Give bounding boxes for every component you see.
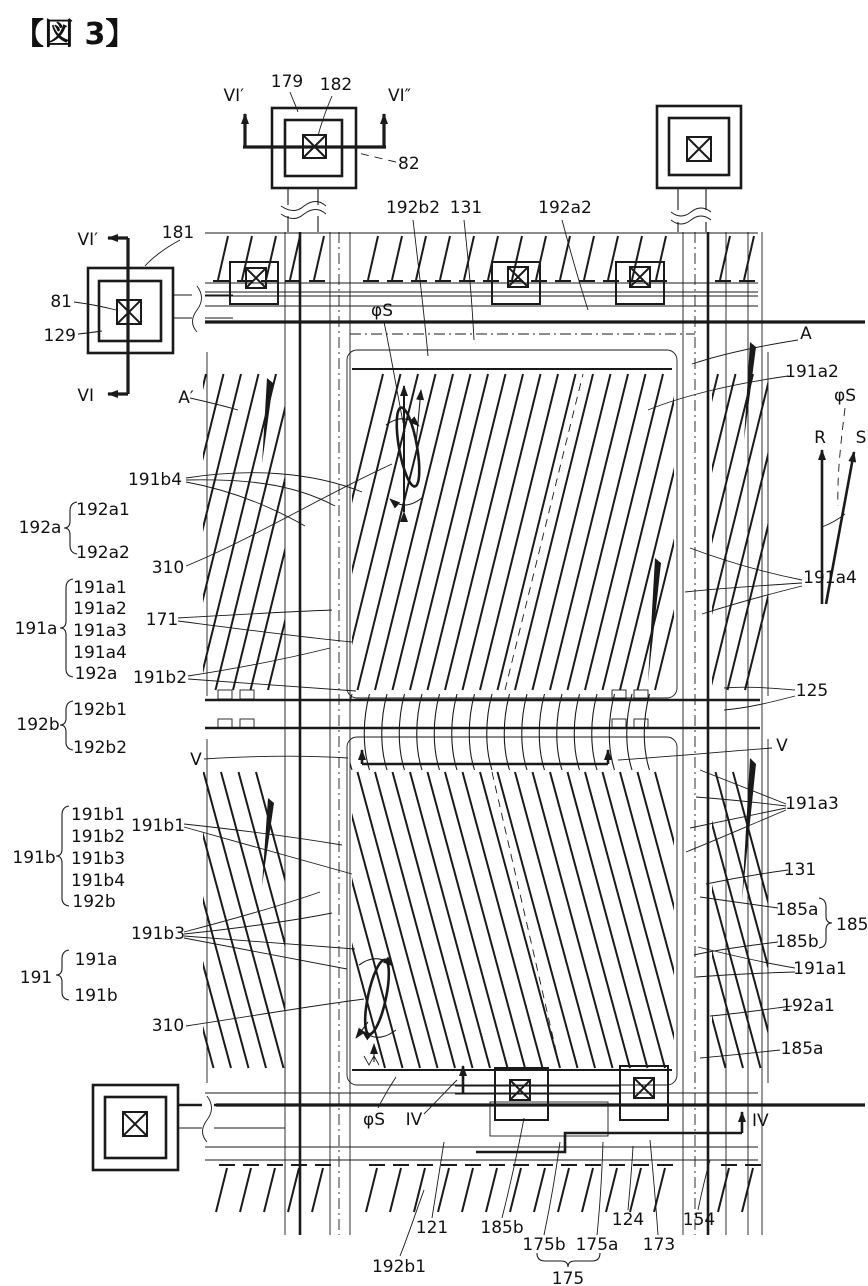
ref-125: 125 <box>795 681 829 701</box>
section-label-vi-double-prime: VI″ <box>388 86 411 106</box>
group-191a-item-1: 191a1 <box>73 578 127 598</box>
ref-191a2: 191a2 <box>785 362 839 382</box>
gate-pad-top-center <box>243 92 396 232</box>
group-191-item-1: 191a <box>74 950 118 970</box>
section-label-vi-prime-left: VI′ <box>77 230 98 250</box>
ref-175b: 175b <box>522 1235 566 1255</box>
ref-191b1: 191b1 <box>130 816 186 836</box>
ref-192a2-top: 192a2 <box>538 198 592 218</box>
group-192a-item-2: 192a2 <box>76 543 130 563</box>
group-191b-item-4: 191b4 <box>70 871 126 891</box>
finger-bend-connectors <box>347 694 650 770</box>
ref-124: 124 <box>611 1210 645 1230</box>
ref-171: 171 <box>145 610 179 630</box>
ref-185b-bottom: 185b <box>480 1218 524 1238</box>
ref-129: 129 <box>43 326 76 346</box>
section-label-a: A <box>800 324 812 344</box>
ref-310-upper: 310 <box>151 558 185 578</box>
section-label-a-prime: A′ <box>178 388 194 408</box>
group-191a: 191a <box>14 619 58 639</box>
section-label-vi-prime-top: VI′ <box>223 86 244 106</box>
ref-185: 185 <box>836 915 868 935</box>
section-label-iv-bottom: IV <box>405 1110 423 1130</box>
gate-pad-top-right <box>657 106 741 232</box>
phi-s-right: φS <box>833 386 857 406</box>
ref-185a: 185a <box>775 900 819 920</box>
section-line-iv <box>424 1066 463 1114</box>
axis-r: R <box>814 428 826 448</box>
group-191b-item-5: 192b <box>72 892 116 912</box>
group-191-item-2: 191b <box>74 986 118 1006</box>
group-192b-item-2: 192b2 <box>72 738 128 758</box>
ref-192a1: 192a1 <box>781 996 835 1016</box>
tft-contacts-bottom <box>455 1066 742 1152</box>
section-label-v-left: V <box>190 750 202 770</box>
ref-191b4: 191b4 <box>127 470 183 490</box>
ref-121: 121 <box>415 1218 449 1238</box>
ref-131-top: 131 <box>449 198 483 218</box>
group-191a-item-3: 191a3 <box>73 621 127 641</box>
group-192a: 192a <box>18 518 62 538</box>
ref-192b2-top: 192b2 <box>385 198 441 218</box>
ref-191a4: 191a4 <box>803 568 857 588</box>
section-label-iv-right: IV <box>752 1111 769 1131</box>
ref-173: 173 <box>642 1235 676 1255</box>
group-191b-item-1: 191b1 <box>70 805 126 825</box>
group-191b-item-2: 191b2 <box>70 827 126 847</box>
group-192b: 192b <box>16 715 60 735</box>
lower-subpixel-fingers <box>305 772 735 1070</box>
group-192a-item-1: 192a1 <box>76 500 130 520</box>
group-191a-item-5: 192a <box>74 664 118 684</box>
group-192b-item-1: 192b1 <box>72 700 128 720</box>
ref-192b1: 192b1 <box>371 1257 427 1277</box>
group-191: 191 <box>19 968 53 988</box>
ref-191a1: 191a1 <box>793 959 847 979</box>
group-191b-item-3: 191b3 <box>70 849 126 869</box>
lc-director-lower <box>356 958 396 1065</box>
labels <box>12 17 868 1286</box>
ref-185a-lower: 185a <box>780 1039 824 1059</box>
ref-179: 179 <box>270 72 304 92</box>
gate-pad-bottom-left <box>93 1085 285 1170</box>
axis-s: S <box>855 428 867 448</box>
group-191a-item-2: 191a2 <box>73 599 127 619</box>
phi-s-top: φS <box>370 301 394 321</box>
ref-182: 182 <box>319 75 353 95</box>
section-label-v-right: V <box>776 736 788 756</box>
phi-s-bottom: φS <box>362 1110 386 1130</box>
adjacent-row-stub-fingers-top <box>213 236 755 281</box>
lc-director-upper <box>386 386 424 512</box>
ref-191a3: 191a3 <box>785 794 839 814</box>
ref-191b2: 191b2 <box>132 668 188 688</box>
ref-81: 81 <box>50 292 72 312</box>
ref-191b3: 191b3 <box>130 924 186 944</box>
ref-154: 154 <box>682 1210 716 1230</box>
section-label-vi-left: VI <box>77 386 94 406</box>
ref-175: 175 <box>551 1269 585 1286</box>
upper-subpixel-fingers <box>305 369 733 690</box>
figure-title: 【図 3】 <box>14 17 136 52</box>
ref-181: 181 <box>161 223 195 243</box>
gate-pad-left <box>74 238 233 394</box>
ref-185b: 185b <box>775 932 819 952</box>
ref-310-lower: 310 <box>151 1016 185 1036</box>
ref-82: 82 <box>398 154 420 174</box>
group-191a-item-4: 191a4 <box>73 643 127 663</box>
group-191b: 191b <box>12 848 56 868</box>
adjacent-row-stub-fingers-bottom <box>216 1165 761 1212</box>
ref-175a: 175a <box>575 1235 619 1255</box>
ref-131-right: 131 <box>783 860 817 880</box>
